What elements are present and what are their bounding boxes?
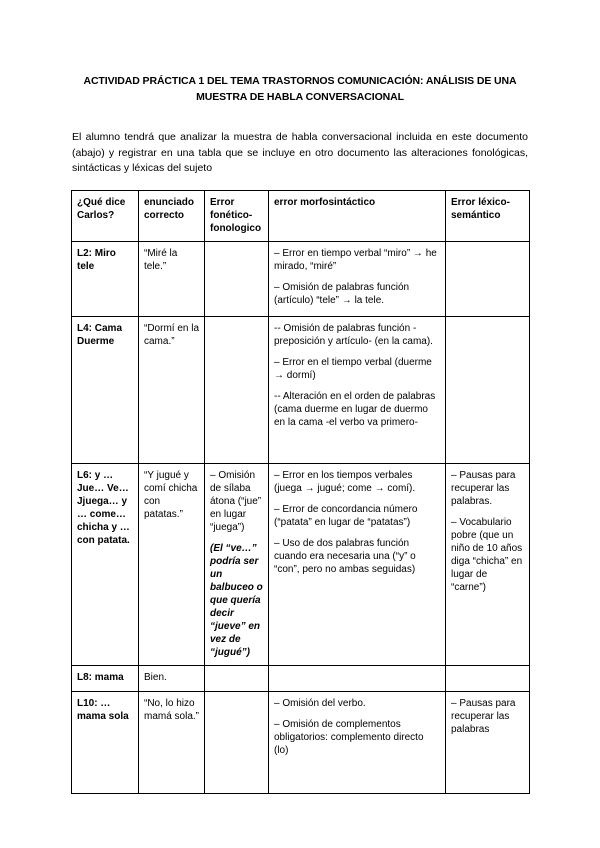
cell-phonetic bbox=[205, 692, 269, 794]
table-row bbox=[72, 692, 530, 794]
lexical-note: – Pausas para recuperar las palabras. bbox=[451, 470, 516, 507]
cell-said: L8: mama bbox=[72, 666, 139, 692]
table-row bbox=[72, 666, 530, 692]
cell-morphosyntactic bbox=[269, 666, 446, 692]
cell-morphosyntactic bbox=[269, 464, 446, 666]
lexical-note: – Pausas para recuperar las palabras bbox=[451, 698, 516, 735]
morpho-note: – Uso de dos palabras función cuando era necesaria una (“y” o “con”, pero no ambas seguidas) bbox=[274, 538, 416, 575]
header-lexical: Error léxico-semántico bbox=[446, 191, 530, 242]
cell-lexical bbox=[446, 317, 530, 464]
header-said: ¿Qué dice Carlos? bbox=[72, 191, 139, 242]
morpho-note: – Error de concordancia número (“patata” en lugar de “patatas”) bbox=[274, 504, 418, 528]
intro-paragraph: El alumno tendrá que analizar la muestra de habla conversacional incluida en este documento (abajo) y registrar en una tabla que se incluye en otro documento las alteraciones fonológicas, sintácticas y léxicas del sujeto bbox=[72, 131, 528, 174]
cell-correct: “Miré la tele.” bbox=[139, 242, 205, 317]
cell-lexical bbox=[446, 464, 530, 666]
morpho-note: – Omisión de palabras función (artículo) “tele” → la tele. bbox=[274, 282, 410, 306]
table-row bbox=[72, 317, 530, 464]
cell-morphosyntactic bbox=[269, 317, 446, 464]
cell-correct: “No, lo hizo mamá sola.” bbox=[139, 692, 205, 794]
morpho-note: – Error en los tiempos verbales (juega → jugué; come → comí). bbox=[274, 470, 416, 494]
header-morphosyntactic: error morfosintáctico bbox=[269, 191, 446, 242]
cell-phonetic bbox=[205, 464, 269, 666]
table-row bbox=[72, 242, 530, 317]
cell-said: L4: Cama Duerme bbox=[72, 317, 139, 464]
table-header-row bbox=[72, 191, 530, 242]
phonetic-aside: (El “ve…” podría ser un balbuceo o que quería decir “jueve” en vez de “jugué”) bbox=[210, 543, 263, 658]
cell-phonetic bbox=[205, 317, 269, 464]
cell-said: L6: y … Jue… Ve… Jjuega… y … come… chicha y … con patata. bbox=[72, 464, 139, 666]
cell-correct: “Dormí en la cama.” bbox=[139, 317, 205, 464]
morpho-note: -- Alteración en el orden de palabras (cama duerme en lugar de duermo en la cama -el verbo va primero- bbox=[274, 391, 436, 428]
morpho-note: – Omisión del verbo. bbox=[274, 698, 366, 709]
cell-morphosyntactic bbox=[269, 692, 446, 794]
cell-correct: Bien. bbox=[139, 666, 205, 692]
header-phonetic: Error fonético-fonologico bbox=[205, 191, 269, 242]
header-correct: enunciado correcto bbox=[139, 191, 205, 242]
morpho-note: – Error en el tiempo verbal (duerme → dormí) bbox=[274, 357, 432, 381]
cell-morphosyntactic bbox=[269, 242, 446, 317]
phonetic-note: – Omisión de sílaba átona (“jue” en lugar “juega”) bbox=[210, 470, 262, 533]
cell-lexical bbox=[446, 692, 530, 794]
cell-correct: “Y jugué y comí chicha con patatas.” bbox=[139, 464, 205, 666]
document-title: ACTIVIDAD PRÁCTICA 1 DEL TEMA TRASTORNOS COMUNICACIÓN: ANÁLISIS DE UNA MUESTRA DE HABLA CONVERSACIONAL bbox=[83, 75, 517, 103]
analysis-table bbox=[71, 190, 530, 794]
morpho-note: -- Omisión de palabras función -preposición y artículo- (en la cama). bbox=[274, 323, 433, 347]
table-row bbox=[72, 464, 530, 666]
cell-said: L2: Miro tele bbox=[72, 242, 139, 317]
cell-phonetic bbox=[205, 666, 269, 692]
cell-lexical bbox=[446, 242, 530, 317]
cell-lexical bbox=[446, 666, 530, 692]
morpho-note: – Error en tiempo verbal “miro” → he mirado, “miré” bbox=[274, 248, 437, 272]
cell-phonetic bbox=[205, 242, 269, 317]
morpho-note: – Omisión de complementos obligatorios: complemento directo (lo) bbox=[274, 719, 424, 756]
lexical-note: – Vocabulario pobre (que un niño de 10 años diga “chicha” en lugar de “carne”) bbox=[451, 517, 523, 593]
cell-said: L10: … mama sola bbox=[72, 692, 139, 794]
